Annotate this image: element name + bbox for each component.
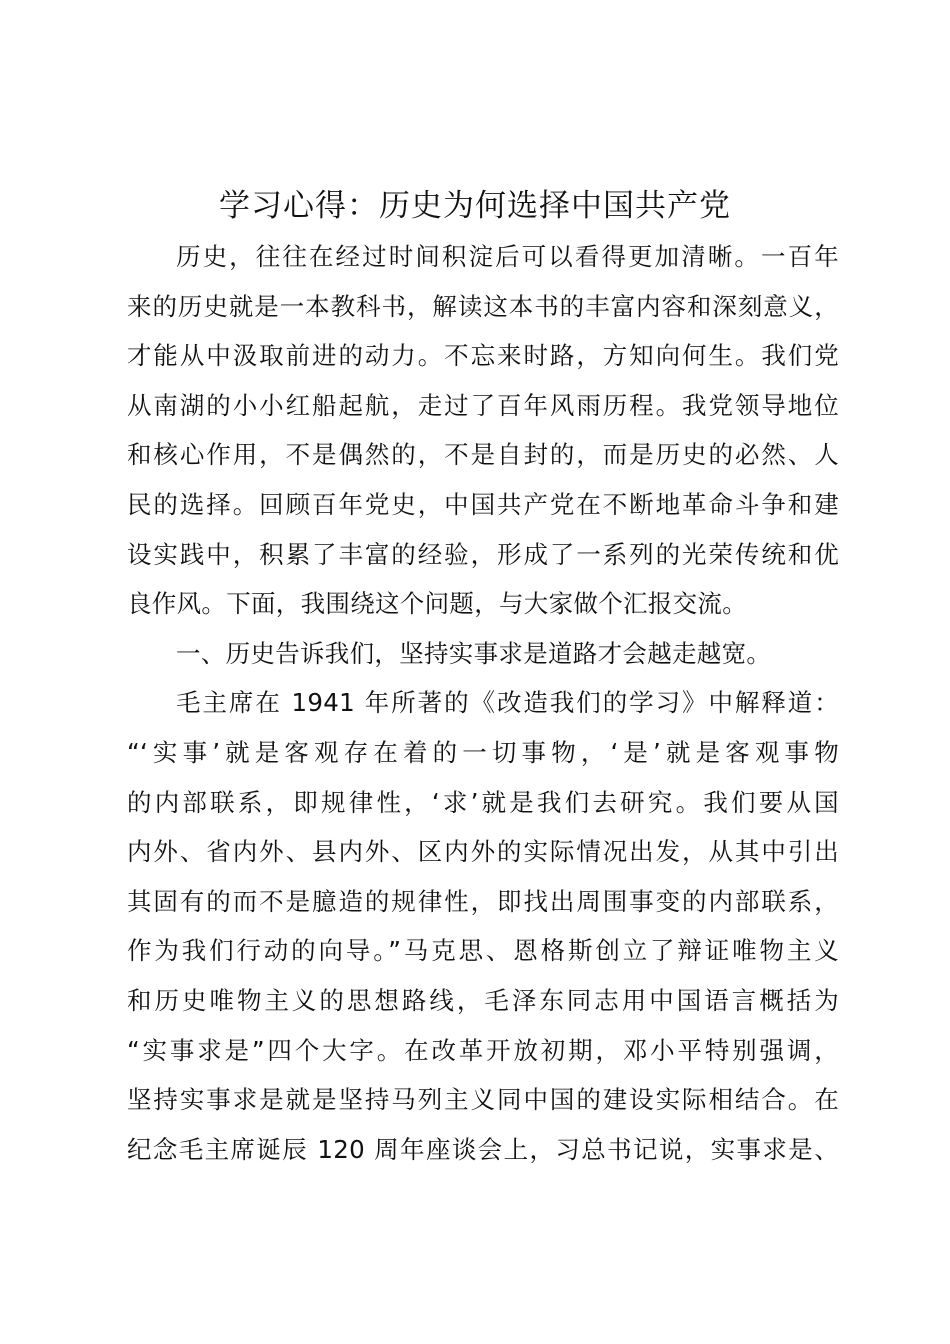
- document-title: 学习心得：历史为何选择中国共产党: [219, 188, 731, 224]
- paragraph-line: 和核心作用，不是偶然的，不是自封的，而是历史的必然、人: [127, 440, 839, 470]
- paragraph-line: 毛主席在 1941 年所著的《改造我们的学习》中解释道：: [176, 688, 839, 718]
- paragraph-line: 民的选择。回顾百年党史，中国共产党在不断地革命斗争和建: [127, 489, 839, 519]
- paragraph-line: 设实践中，积累了丰富的经验，形成了一系列的光荣传统和优: [127, 539, 839, 569]
- paragraph-line: 作为我们行动的向导。”马克思、恩格斯创立了辩证唯物主义: [127, 936, 839, 966]
- section-heading: 一、历史告诉我们，坚持实事求是道路才会越走越宽。: [176, 638, 772, 668]
- paragraph-line: 的内部联系，即规律性，‘求’就是我们去研究。我们要从国: [127, 787, 839, 817]
- paragraph-line: 良作风。下面，我围绕这个问题，与大家做个汇报交流。: [127, 589, 747, 619]
- paragraph-line: “实事求是”四个大字。在改革开放初期，邓小平特别强调，: [127, 1035, 839, 1065]
- paragraph-line: 历史，往往在经过时间积淀后可以看得更加清晰。一百年: [176, 242, 839, 271]
- paragraph-line: 和历史唯物主义的思想路线，毛泽东同志用中国语言概括为: [127, 985, 839, 1015]
- document-body: [127, 232, 839, 1174]
- paragraph-line: 从南湖的小小红船起航，走过了百年风雨历程。我党领导地位: [127, 390, 839, 420]
- paragraph-line: 其固有的而不是臆造的规律性，即找出周围事变的内部联系，: [127, 886, 839, 916]
- paragraph-line: 内外、省内外、县内外、区内外的实际情况出发，从其中引出: [127, 837, 839, 867]
- paragraph-line: 纪念毛主席诞辰 120 周年座谈会上，习总书记说，实事求是、: [127, 1134, 839, 1164]
- paragraph-line: 来的历史就是一本教科书，解读这本书的丰富内容和深刻意义，: [127, 291, 839, 321]
- paragraph-line: “‘实事’就是客观存在着的一切事物，‘是’就是客观事物: [127, 737, 839, 767]
- paragraph-line: 坚持实事求是就是坚持马列主义同中国的建设实际相结合。在: [127, 1085, 839, 1115]
- paragraph-line: 才能从中汲取前进的动力。不忘来时路，方知向何生。我们党: [127, 341, 839, 371]
